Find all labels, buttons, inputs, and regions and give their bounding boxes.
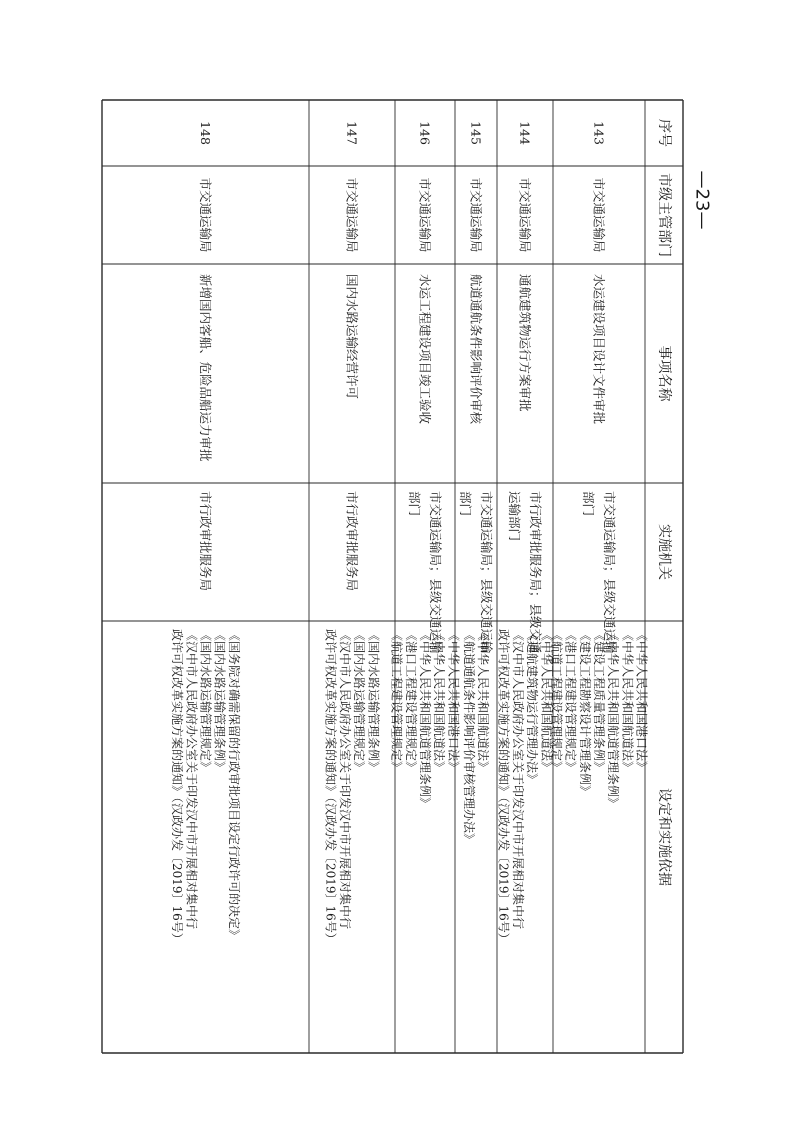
- page-number: —23—: [691, 170, 713, 230]
- basis-line: 《汉中市人民政府办公室关于印发汉中市开展相对集中行: [510, 629, 525, 930]
- basis-line: 政许可权改革实施方案的通知》（汉政办发〔2019〕16号）: [170, 629, 185, 945]
- table-row: [324, 121, 382, 945]
- basis-line: 《通航建筑物运行管理办法》: [525, 629, 540, 786]
- agency-line: 部门: [407, 491, 422, 517]
- basis-line: 《中华人民共和国港口法》: [634, 629, 649, 774]
- row-item-name: 新增国内客船、危险品船运力审批: [198, 274, 213, 462]
- table-body: [170, 121, 650, 945]
- row-department: 市交通运输局: [468, 177, 484, 253]
- row-seq-number: 145: [468, 121, 484, 145]
- basis-line: 《汉中市人民政府办公室关于印发汉中市开展相对集中行: [184, 629, 199, 930]
- basis-line: 《航道通航条件影响评价审核管理办法》: [461, 629, 476, 846]
- basis-line: 《国内水路运输管理条例》: [212, 629, 227, 774]
- basis-line: 《中华人民共和国航道管理条例》: [418, 629, 432, 810]
- header-dept: 市级主管部门: [656, 173, 672, 257]
- header-item: 事项名称: [656, 345, 672, 402]
- table-row: [497, 121, 555, 945]
- basis-line: 《建设工程勘察设计管理条例》: [577, 629, 592, 798]
- agency-line: 市行政审批服务局: [344, 491, 360, 592]
- table-header-row: [656, 119, 673, 886]
- row-item-name: 航道通航条件影响评价审核: [468, 274, 484, 425]
- basis-line: 《汉中市人民政府办公室关于印发汉中市开展相对集中行: [337, 629, 352, 930]
- basis-line: 《国内水路运输管理规定》: [198, 629, 213, 774]
- agency-line: 市交通运输局；县级交通运输: [479, 491, 494, 654]
- agency-line: 部门: [581, 491, 596, 517]
- agency-line: 市行政审批服务局；县级交通: [528, 491, 543, 654]
- basis-line: 《航道工程建设管理规定》: [549, 629, 564, 774]
- header-agency: 实施机关: [656, 524, 672, 580]
- table-row: [170, 121, 242, 945]
- basis-line: 《国内水路运输管理条例》: [366, 629, 381, 774]
- row-item-name: 国内水路运输经营许可: [344, 274, 360, 400]
- row-seq-number: 146: [417, 121, 433, 145]
- basis-line: 《国内水路运输管理规定》: [352, 629, 367, 774]
- header-seq: 序号: [656, 119, 672, 147]
- basis-line: 《中华人民共和国航道管理条例》: [606, 629, 621, 810]
- row-department: 市交通运输局: [344, 177, 360, 253]
- basis-line: 《中华人民共和国港口法》: [446, 629, 461, 774]
- table-row: [549, 121, 649, 809]
- agency-line: 部门: [458, 491, 473, 517]
- agency-line: 市交通运输局；县级交通运输: [602, 491, 617, 654]
- basis-line: 政许可权改革实施方案的通知》（汉政办发〔2019〕16号）: [323, 629, 338, 945]
- header-basis: 设定和实施依据: [656, 788, 672, 886]
- basis-line: 《港口工程建设管理规定》: [563, 629, 578, 774]
- row-seq-number: 143: [591, 121, 607, 145]
- basis-line: 《中华人民共和国航道法》: [432, 629, 447, 774]
- basis-line: 《中华人民共和国航道法》: [620, 629, 635, 774]
- row-seq-number: 144: [517, 121, 533, 145]
- basis-line: 《航道工程建设管理规定》: [389, 629, 404, 774]
- row-department: 市交通运输局: [517, 177, 533, 253]
- agency-line: 运输部门: [507, 491, 522, 542]
- row-department: 市交通运输局: [591, 177, 607, 253]
- basis-line: 《中华人民共和国航道法》: [539, 629, 554, 774]
- row-department: 市交通运输局: [417, 177, 433, 253]
- table-row: [390, 121, 462, 809]
- approval-items-table: [102, 100, 683, 1053]
- row-item-name: 通航建筑物运行方案审批: [517, 274, 533, 412]
- basis-line: 《建设工程质量管理条例》: [592, 629, 606, 774]
- basis-line: 《中华人民共和国航道法》: [476, 629, 491, 774]
- basis-line: 《国务院对确需保留的行政审批项目设定行政许可的决定》: [226, 629, 241, 942]
- row-item-name: 水运建设项目设计文件审批: [591, 274, 607, 425]
- row-item-name: 水运工程建设项目竣工验收: [417, 274, 433, 425]
- agency-line: 市行政审批服务局: [198, 491, 213, 592]
- row-seq-number: 147: [344, 121, 360, 145]
- basis-line: 政许可权改革实施方案的通知》（汉政办发〔2019〕16号）: [496, 629, 511, 945]
- row-seq-number: 148: [198, 121, 213, 145]
- row-department: 市交通运输局: [198, 177, 213, 253]
- agency-line: 市交通运输局；县级交通运输: [428, 491, 443, 654]
- basis-line: 《港口工程建设管理规定》: [403, 629, 418, 774]
